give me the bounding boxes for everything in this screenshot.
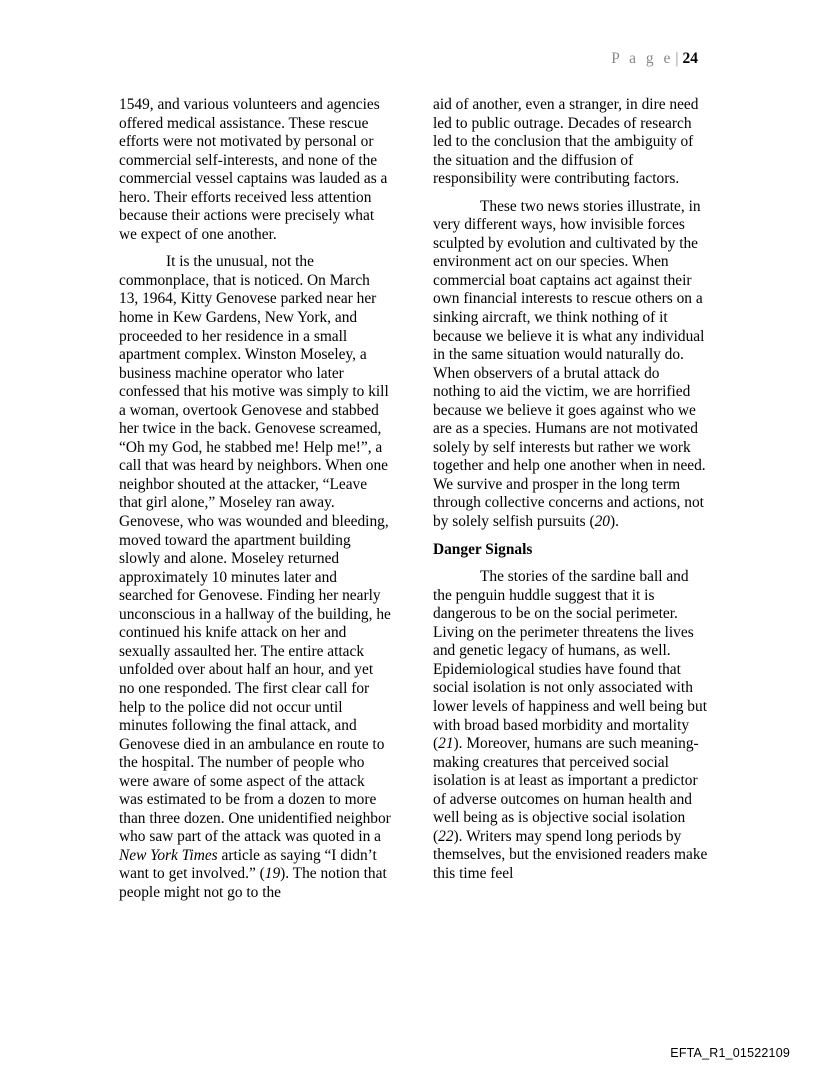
text-run: ). [610,513,619,531]
text-run: article as saying “I didn’t want to get involved.” ( [119,846,377,883]
paragraph-continued: 1549, and various volunteers and agencies offered medical assistance. These rescue efforts were not motivated by personal or commercial self-interests, and none of the commercial vessel captains was lauded as a hero. Their efforts received less attention because their actions were precisely what we expect of one another. [119,96,388,243]
citation-number: 21 [438,735,454,753]
citation-number: 22 [438,827,454,845]
text-run: These two news stories illustrate, in very different ways, how invisible forces sculpted by evolution and cultivated by the environment act on our species. When commercial boat captains act against their own financial interests to rescue others on a sinking aircraft, we think nothing of it because we believe it is what any individual in the same situation would naturally do. When observers of a brutal attack do nothing to aid the victim, we are horrified because we believe it goes against who we are as a species. Humans are not motivated solely by self interests but rather we work together and help one another when in need. We survive and prosper in the long term through collective concerns and actions, not by solely selfish pursuits ( [433,197,706,531]
text-run: ). Moreover, humans are such meaning-making creatures that perceived social isolation is at least as important a predictor of adverse outcomes on human health and well being as is objective social isolation ( [433,735,699,845]
citation-number: 19 [264,865,281,883]
text-run: ). The notion that people might not go to the [119,865,387,901]
right-column [433,96,709,892]
document-id: EFTA_R1_01522109 [670,1046,790,1060]
text-run: It is the unusual, not the commonplace, that is noticed. On March 13, 1964, Kitty Genovese parked near her home in Kew Gardens, New York, and proceeded to her residence in a small apartment complex. Winston Moseley, a business machine operator who later confessed that his motive was simply to kill a woman, overtook Genovese and stabbed her twice in the back. Genovese screamed, “Oh my God, he stabbed me! Help me!”, a call that was heard by neighbors. When one neighbor shouted at the attacker, “Leave that girl alone,” Moseley ran away. Genovese, who was wounded and bleeding, moved toward the apartment building slowly and alone. Moseley returned approximately 10 minutes later and searched for Genovese. Finding her nearly unconscious in a hallway of the building, he continued his knife attack on her and sexually assaulted her. The entire attack unfolded over about half an hour, and yet no one responded. The first clear call for help to the police did not occur until minutes following the final attack, and Genovese died in an ambulance en route to the hospital. The number of people who were aware of some aspect of the attack was estimated to be from a dozen to more than three dozen. One unidentified neighbor who saw part of the attack was quoted in a [119,253,391,846]
paragraph-genovese [119,253,391,902]
page-header [611,50,698,68]
left-column [119,96,391,912]
citation-number: 20 [594,513,610,531]
page-separator: | [675,50,679,67]
section-heading: Danger Signals [433,540,533,558]
paragraph-continued: aid of another, even a stranger, in dire need led to public outrage. Decades of research led to the conclusion that the ambiguity of the situation and the diffusion of responsibility were contributing factors. [433,96,699,188]
paragraph-news-stories [433,198,709,532]
paragraph-danger-signals [433,568,709,883]
page-number: 24 [682,50,698,67]
text-run: ). Writers may spend long periods by themselves, but the envisioned readers make this time feel [433,827,708,882]
page-label: P a g e [611,50,674,67]
text-run: The stories of the sardine ball and the penguin huddle suggest that it is dangerous to be on the social perimeter. Living on the perimeter threatens the lives and genetic legacy of humans, as well. Epidemiological studies have found that social isolation is not only associated with lower levels of happiness and well being but with broad based morbidity and mortality ( [433,568,707,753]
publication-title: New York Times [119,846,218,864]
